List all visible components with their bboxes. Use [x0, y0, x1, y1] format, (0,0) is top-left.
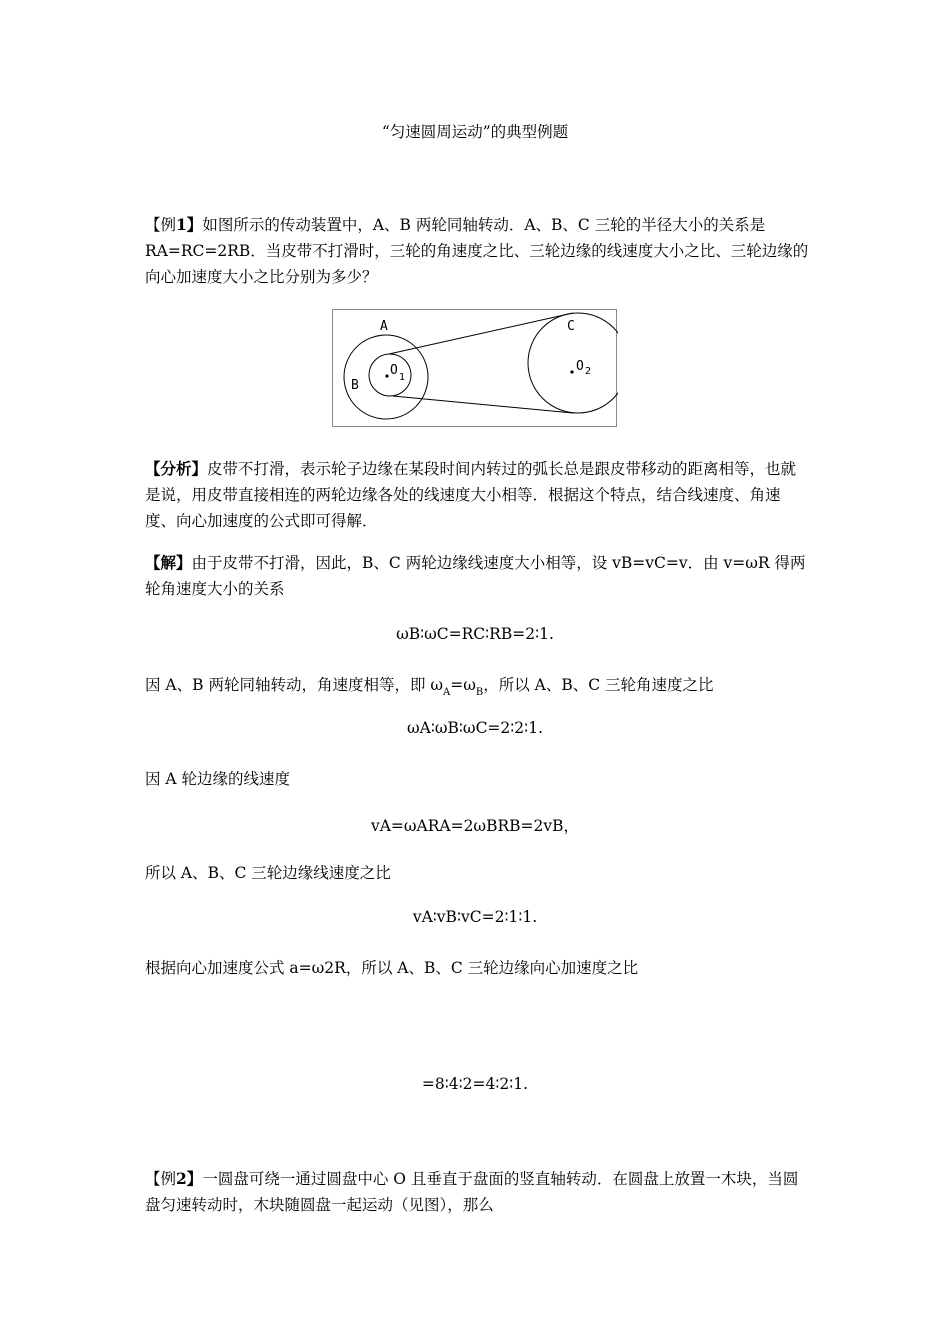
analysis-tag: 【分析】	[145, 459, 208, 478]
solution-line-3: 因 A 轮边缘的线速度	[145, 770, 291, 788]
belt-drive-figure	[332, 309, 617, 427]
equation-angular-bc: ωB∶ωC=RC∶RB=2∶1.	[396, 625, 554, 643]
line-2-mid: =ω	[450, 676, 476, 694]
solution-text: 由于皮带不打滑，因此，B、C 两轮边缘线速度大小相等，设 vB=vC=v．由 v=ωR 得两轮角速度大小的关系	[145, 554, 806, 598]
solution-line-5: 根据向心加速度公式 a=ω2R，所以 A、B、C 三轮边缘向心加速度之比	[145, 959, 639, 977]
page-title: “匀速圆周运动”的典型例题	[381, 123, 569, 141]
line-2-pre: 因 A、B 两轮同轴转动，角速度相等，即 ω	[145, 676, 444, 694]
example-2-number: 2】	[176, 1169, 203, 1188]
line-2-post: ，所以 A、B、C 三轮角速度之比	[483, 676, 714, 694]
label-o1: O	[390, 363, 398, 378]
belt-upper-line	[389, 313, 573, 354]
example-1-text: 如图所示的传动装置中，A、B 两轮同轴转动．A、B、C 三轮的半径大小的关系是 RA=RC=2RB．当皮带不打滑时，三轮的角速度之比、三轮边缘的线速度大小之比、三轮边缘的向心加速度大小之比分别为多少？	[145, 216, 809, 286]
center-o1-dot	[385, 374, 388, 377]
equation-linear-a: vA=ωARA=2ωBRB=2vB，	[370, 817, 580, 835]
example-2-tag: 【例	[145, 1170, 177, 1188]
label-o2: O	[576, 359, 584, 374]
solution-line-2	[145, 673, 714, 698]
label-b: B	[351, 378, 359, 393]
example-1-number: 1】	[176, 215, 203, 234]
belt-lower-line	[393, 396, 573, 413]
solution-tag: 【解】	[145, 553, 192, 572]
solution-paragraph	[145, 550, 810, 602]
belt-drive-diagram	[333, 310, 618, 428]
label-o1-subscript: 1	[399, 372, 406, 383]
label-c: C	[567, 319, 575, 334]
example-2-text: 一圆盘可绕一通过圆盘中心 O 且垂直于盘面的竖直轴转动．在圆盘上放置一木块，当圆盘匀速转动时，木块随圆盘一起运动（见图），那么	[145, 1170, 799, 1214]
line-2-sub-a: A	[443, 687, 451, 698]
example-1-paragraph	[145, 212, 810, 290]
example-1-tag: 【例	[145, 216, 177, 234]
line-2-sub-b: B	[475, 687, 484, 698]
equation-acceleration-abc: =8∶4∶2=4∶2∶1.	[421, 1075, 529, 1093]
equation-linear-abc: vA∶vB∶vC=2∶1∶1.	[412, 908, 538, 926]
analysis-paragraph	[145, 456, 810, 534]
solution-line-4: 所以 A、B、C 三轮边缘线速度之比	[145, 864, 391, 882]
center-o2-dot	[570, 370, 573, 373]
label-o2-subscript: 2	[585, 366, 592, 377]
label-a: A	[380, 319, 388, 334]
example-2-paragraph	[145, 1166, 810, 1218]
analysis-text: 皮带不打滑，表示轮子边缘在某段时间内转过的弧长总是跟皮带移动的距离相等，也就是说，用皮带直接相连的两轮边缘各处的线速度大小相等．根据这个特点，结合线速度、角速度、向心加速度的公式即可得解．	[145, 460, 797, 530]
equation-angular-abc: ωA∶ωB∶ωC=2∶2∶1.	[407, 719, 543, 737]
